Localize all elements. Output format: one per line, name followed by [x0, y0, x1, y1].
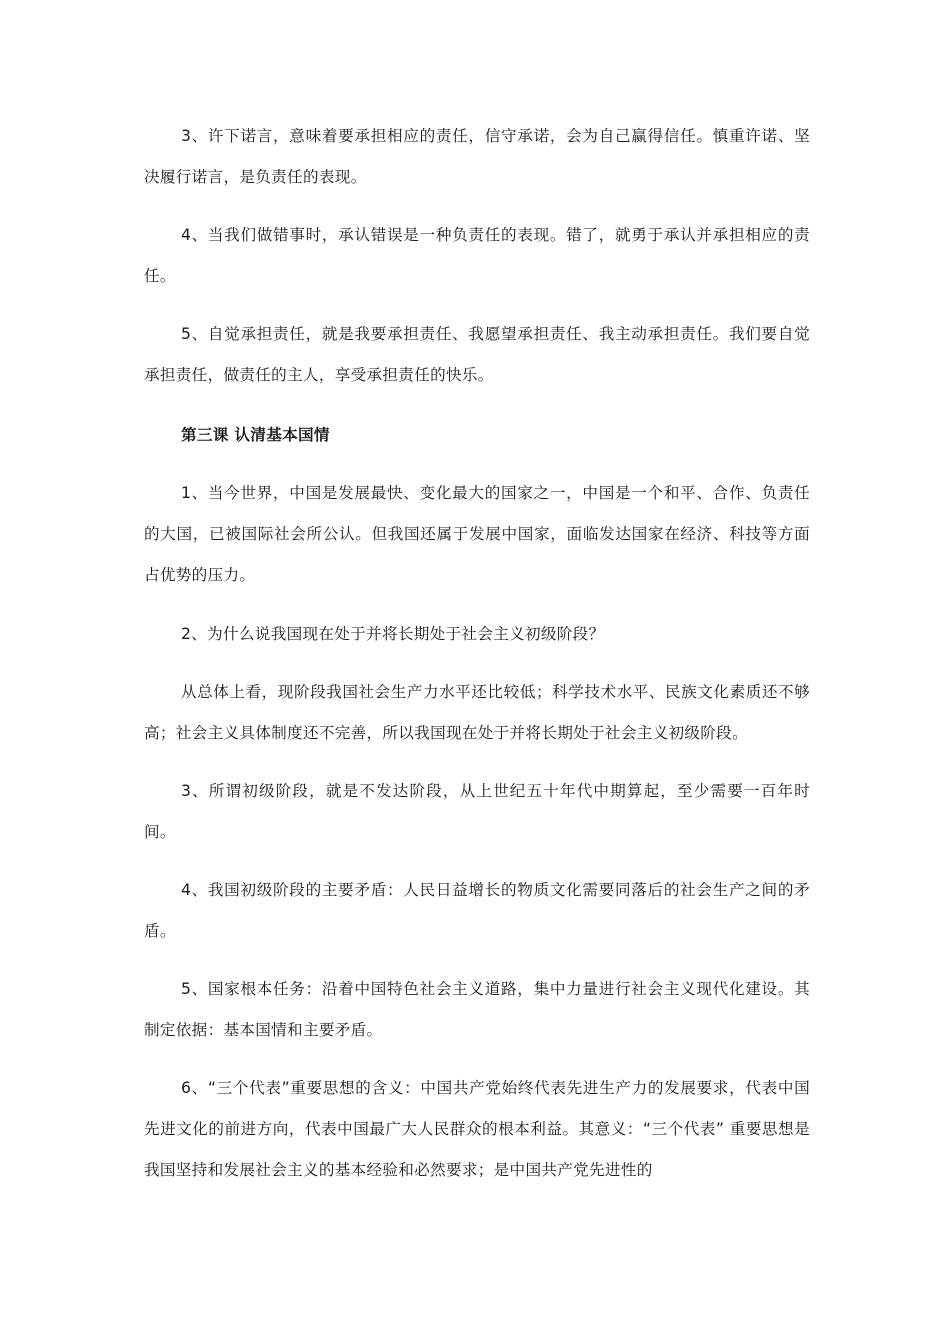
paragraph-promise: 3、许下诺言，意味着要承担相应的责任，信守承诺，会为自己赢得信任。慎重许诺、坚决履行诺言，是负责任的表现。	[144, 127, 810, 186]
paragraph-primary-stage-definition: 3、所谓初级阶段，就是不发达阶段，从上世纪五十年代中期算起，至少需要一百年时间。	[144, 782, 810, 841]
paragraph-question-primary-stage: 2、为什么说我国现在处于并将长期处于社会主义初级阶段？	[181, 625, 605, 643]
paragraph-answer-primary-stage: 从总体上看，现阶段我国社会生产力水平还比较低；科学技术水平、民族文化素质还不够高；社会主义具体制度还不完善，所以我国现在处于并将长期处于社会主义初级阶段。	[144, 683, 810, 742]
paragraph-main-contradiction: 4、我国初级阶段的主要矛盾：人民日益增长的物质文化需要同落后的社会生产之间的矛盾。	[144, 881, 810, 940]
lesson-heading: 第三课 认清基本国情	[181, 426, 330, 444]
paragraph-fundamental-task: 5、国家根本任务：沿着中国特色社会主义道路，集中力量进行社会主义现代化建设。其制定依据：基本国情和主要矛盾。	[144, 980, 810, 1039]
paragraph-three-represents: 6、“三个代表”重要思想的含义：中国共产党始终代表先进生产力的发展要求，代表中国先进文化的前进方向，代表中国最广大人民群众的根本利益。其意义：“三个代表” 重要思想是我国坚持和发展社会主义的基本经验和必然要求；是中国共产党先进性的	[144, 1079, 810, 1179]
paragraph-take-responsibility: 5、自觉承担责任，就是我要承担责任、我愿望承担责任、我主动承担责任。我们要自觉承担责任，做责任的主人，享受承担责任的快乐。	[144, 325, 810, 384]
paragraph-china-world: 1、当今世界，中国是发展最快、变化最大的国家之一，中国是一个和平、合作、负责任的大国，已被国际社会所公认。但我国还属于发展中国家，面临发达国家在经济、科技等方面占优势的压力。	[144, 484, 810, 584]
paragraph-admit-mistakes: 4、当我们做错事时，承认错误是一种负责任的表现。错了，就勇于承认并承担相应的责任。	[144, 226, 810, 285]
